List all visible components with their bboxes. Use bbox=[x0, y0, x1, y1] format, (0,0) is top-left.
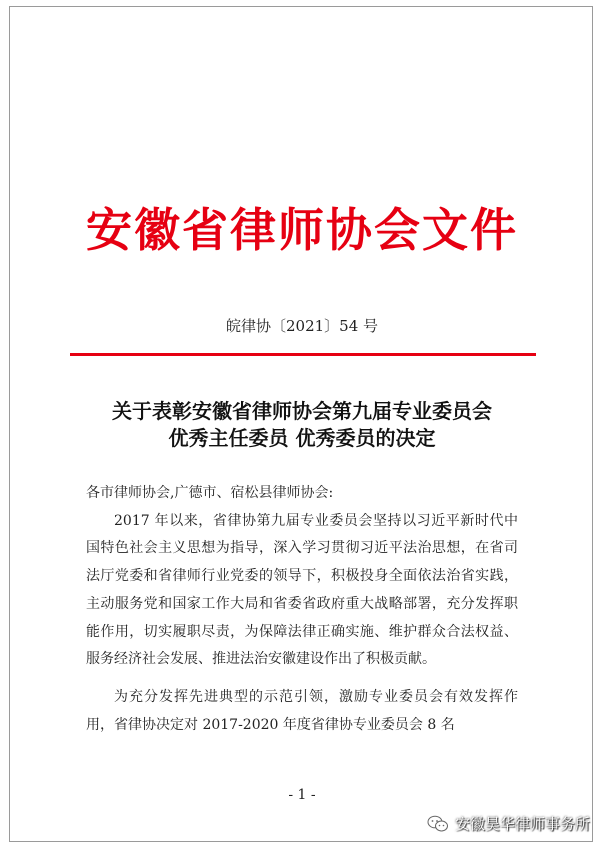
document-title-line-2: 优秀主任委员 优秀委员的决定 bbox=[168, 426, 436, 450]
page-number: - 1 - bbox=[288, 787, 316, 803]
source-watermark bbox=[427, 813, 590, 834]
document-number: 皖律协〔2021〕54 号 bbox=[225, 317, 379, 335]
addressee: 各市律师协会,广德市、宿松县律师协会: bbox=[86, 485, 334, 501]
document-title-line-1: 关于表彰安徽省律师协会第九届专业委员会 bbox=[112, 399, 492, 423]
document-title bbox=[0, 398, 604, 452]
wechat-icon bbox=[427, 815, 449, 833]
body-paragraph-1: 2017 年以来，省律协第九届专业委员会坚持以习近平新时代中国特色社会主义思想为指导，深入学习贯彻习近平法治思想，在省司法厅党委和省律师行业党委的领导下，积极投身全面依法治省实践，主动服务党和国家工作大局和省委省政府重大战略部署，充分发挥职能作用，切实履职尽责，为保障法律正确实施、维护群众合法权益、服务经济社会发展、推进法治安徽建设作出了积极贡献。 bbox=[86, 512, 518, 668]
red-divider-line bbox=[70, 353, 536, 356]
document-body bbox=[86, 480, 518, 739]
body-paragraph-2: 为充分发挥先进典型的示范引领，激励专业委员会有效发挥作用，省律协决定对 2017-2020 年度省律协专业委员会 8 名 bbox=[86, 688, 518, 733]
watermark-text: 安徽昊华律师事务所 bbox=[454, 815, 590, 833]
document-header-title: 安徽省律师协会文件 bbox=[86, 203, 518, 257]
